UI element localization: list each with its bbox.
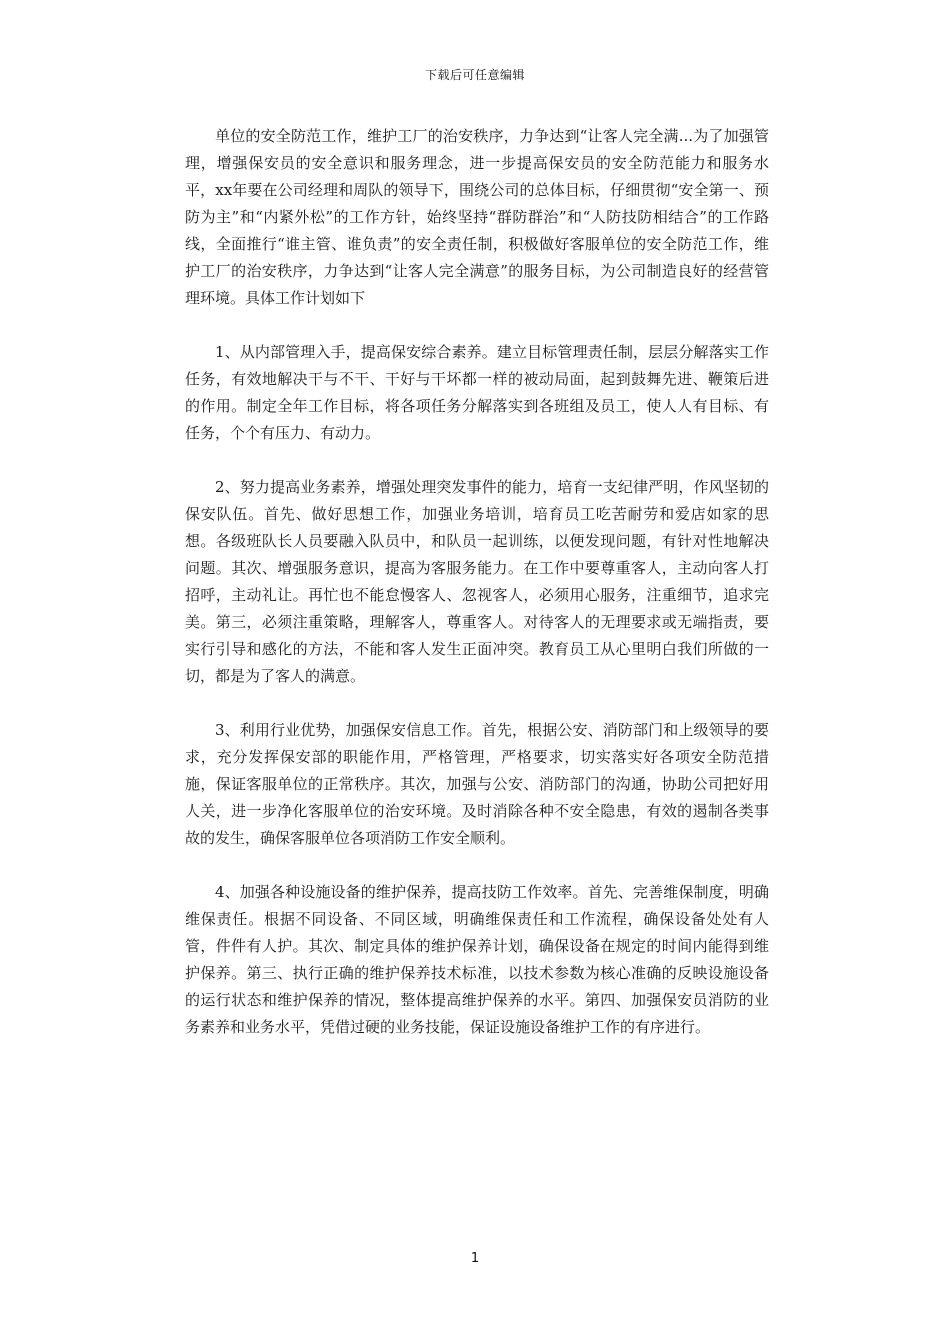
- paragraph-1: 1、从内部管理入手，提高保安综合素养。建立目标管理责任制，层层分解落实工作任务，有效地解决干与不干、干好与干坏都一样的被动局面，起到鼓舞先进、鞭策后进的作用。制定全年工作目标，将各项任务分解落实到各班组及员工，使人人有目标、有任务，个个有压力、有动力。: [185, 343, 769, 442]
- document-body: [185, 123, 769, 1041]
- page-header: 下载后可任意编辑: [424, 68, 525, 82]
- paragraph-4: 4、加强各种设施设备的维护保养，提高技防工作效率。首先、完善维保制度，明确维保责任。根据不同设备、不同区域，明确维保责任和工作流程，确保设备处处有人管，件件有人护。其次、制定具体的维护保养计划，确保设备在规定的时间内能得到维护保养。第三、执行正确的维护保养技术标准，以技术参数为核心准确的反映设施设备的运行状态和维护保养的情况，整体提高维护保养的水平。第四、加强保安员消防的业务素养和业务水平，凭借过硬的业务技能，保证设施设备维护工作的有序进行。: [185, 883, 769, 1036]
- paragraph-2: 2、努力提高业务素养，增强处理突发事件的能力，培育一支纪律严明，作风坚韧的保安队伍。首先、做好思想工作，加强业务培训，培育员工吃苦耐劳和爱店如家的思想。各级班队长人员要融入队员中，和队员一起训练，以便发现问题，有针对性地解决问题。其次、增强服务意识，提高为客服务能力。在工作中要尊重客人，主动向客人打招呼，主动礼让。再忙也不能怠慢客人、忽视客人，必须用心服务，注重细节，追求完美。第三，必须注重策略，理解客人，尊重客人。对待客人的无理要求或无端指责，要实行引导和感化的方法，不能和客人发生正面冲突。教育员工从心里明白我们所做的一切，都是为了客人的满意。: [185, 478, 769, 685]
- paragraph-3: 3、利用行业优势，加强保安信息工作。首先，根据公安、消防部门和上级领导的要求，充分发挥保安部的职能作用，严格管理，严格要求，切实落实好各项安全防范措施，保证客服单位的正常秩序。其次，加强与公安、消防部门的沟通，协助公司把好用人关，进一步净化客服单位的治安环境。及时消除各种不安全隐患，有效的遏制各类事故的发生，确保客服单位各项消防工作安全顺利。: [185, 721, 769, 847]
- paragraph-intro: 单位的安全防范工作，维护工厂的治安秩序，力争达到“让客人完全满...为了加强管理，增强保安员的安全意识和服务理念，进一步提高保安员的安全防范能力和服务水平，xx年要在公司经理和周队的领导下，围绕公司的总体目标，仔细贯彻“安全第一、预防为主”和“内紧外松”的工作方针，始终坚持“群防群治”和“人防技防相结合”的工作路线，全面推行“谁主管、谁负责”的安全责任制，积极做好客服单位的安全防范工作，维护工厂的治安秩序，力争达到“让客人完全满意”的服务目标，为公司制造良好的经营管理环境。具体工作计划如下: [185, 127, 769, 307]
- page-number: 1: [470, 1251, 480, 1266]
